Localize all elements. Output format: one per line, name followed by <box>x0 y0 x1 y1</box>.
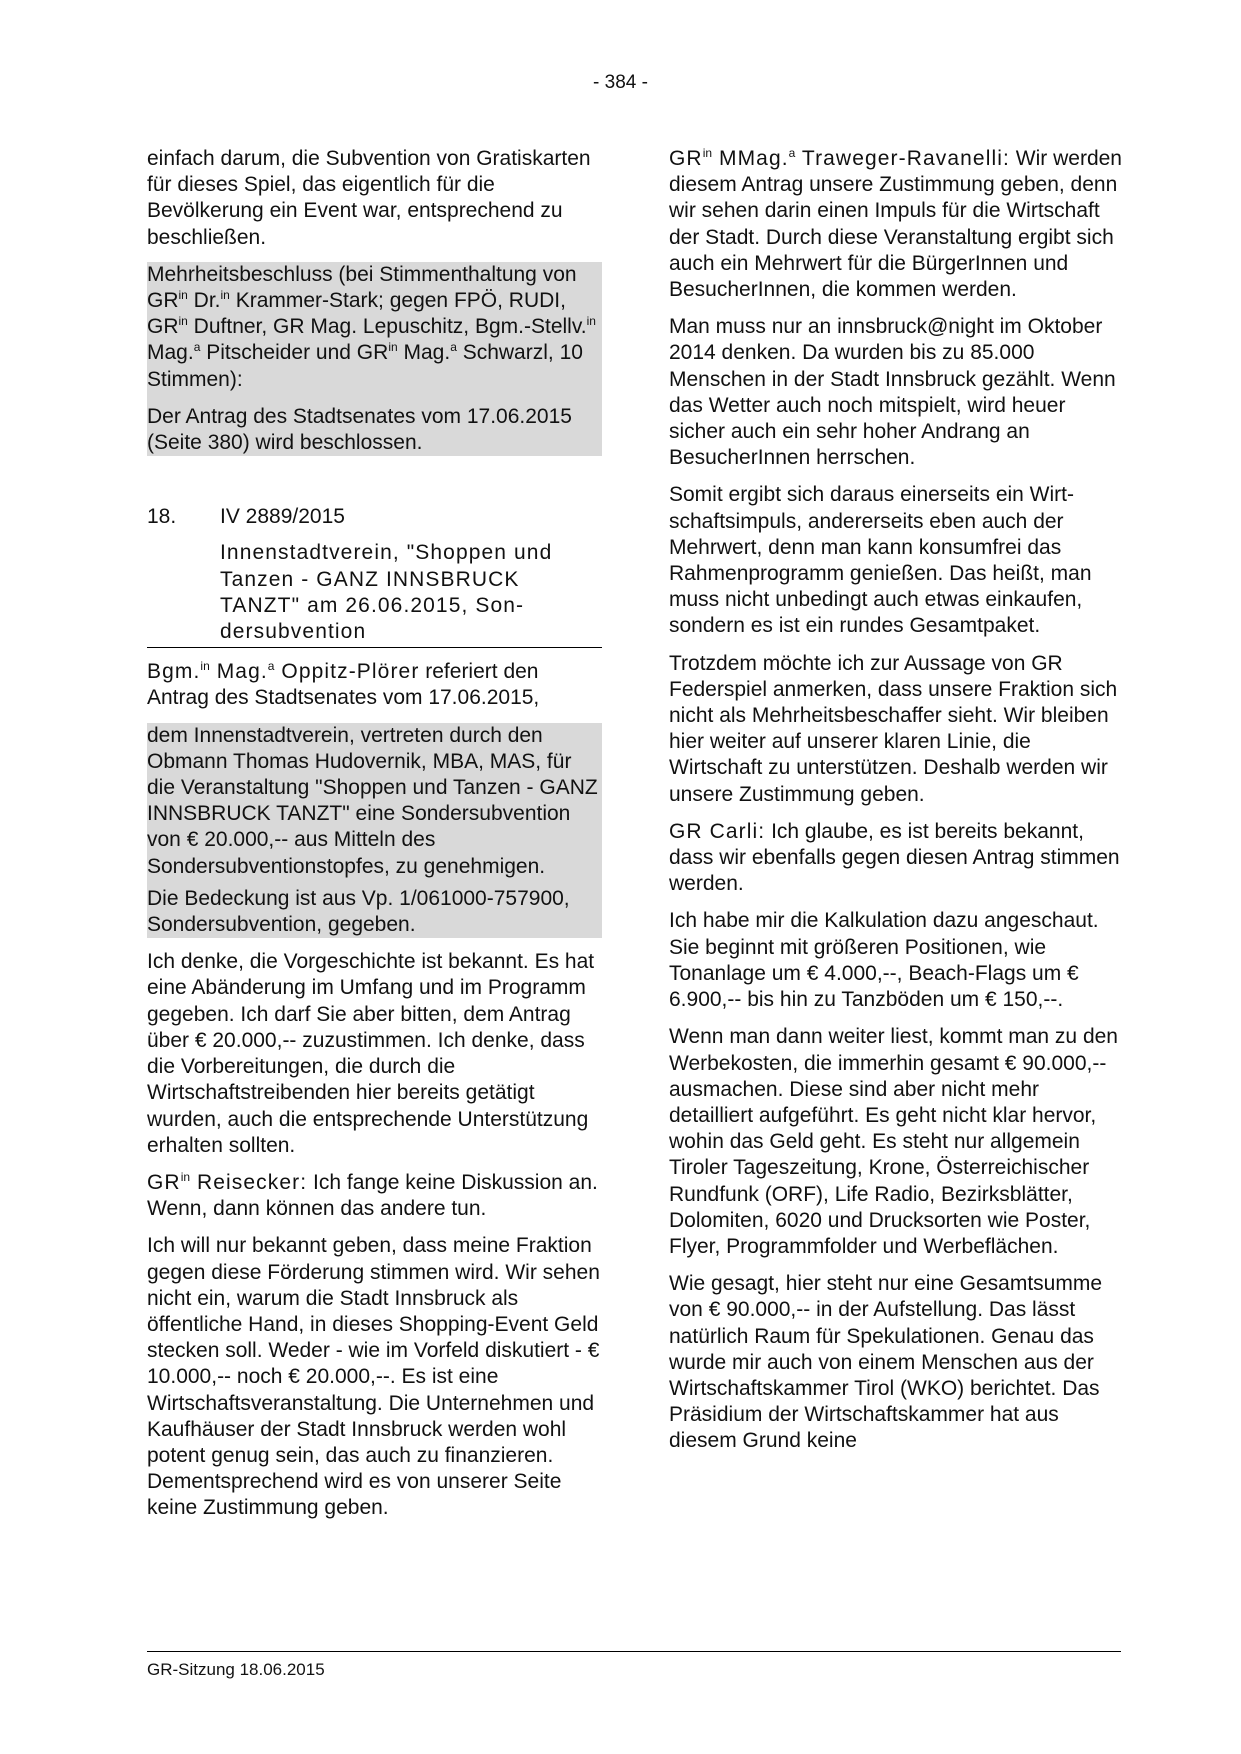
right-column <box>669 146 1124 1466</box>
motion-text: dem Innenstadtverein, vertreten durch den Obmann Thomas Hudovernik, MBA, MAS, für die Veranstaltung "Shoppen und Tanzen - GANZ INNSBRUCK TANZT" eine Sondersubvention von € 20.000,-- aus Mitteln des Sondersubventionstopfes, zu genehmigen. <box>147 723 598 878</box>
page-footer <box>147 1651 1121 1680</box>
coverage-text: Die Bedeckung ist aus Vp. 1/061000-757900, Sondersubvention, gegeben. <box>147 886 570 937</box>
paragraph: Somit ergibt sich daraus einerseits ein Wirtschaftsimpuls, andererseits eben auch der Mehrwert, denn man kann konsumfrei das Rahmenprogramm genießen. Das heißt, man muss nicht unbedingt auch etwas einkaufen, sondern es ist ein rundes Gesamtpaket. <box>669 483 1092 638</box>
paragraph: Trotzdem möchte ich zur Aussage von GR Federspiel anmerken, dass unsere Fraktion sich nicht als Mehrheitsbeschaffer sieht. Wir bleiben hier weiter auf unserer klaren Linie, die Wirtschaft zu unterstützen. Deshalb werden wir unsere Zustimmung geben. <box>669 651 1118 806</box>
decision-text: Mehrheitsbeschluss (bei Stimmenthaltung von $GR^{in}$ Dr.$^{in}$ Krammer-Stark; gegen FPÖ, RUDI, $GR^{in}$ Duftner, GR Mag. Lepuschitz, Bgm.-Stellv.$^{in}$ Mag.$^a$ Pitscheider und $GR^{in}$ Mag.$^a$ Schwarzl, 10 Stimmen): <box>147 262 596 391</box>
agenda-item-number: 18. <box>147 505 177 529</box>
paragraph: Ich denke, die Vorgeschichte ist bekannt. Es hat eine Abänderung im Umfang und im Programm gegeben. Ich darf Sie aber bitten, dem Antrag über € 20.000,-- zuzustimmen. Ich denke, dass die Vorbereitungen, die durch die Wirtschaftstreibenden hier bereits getätigt wurden, auch die entsprechende Unterstützung erhalten sollten. <box>147 950 595 1157</box>
speaker-intro: Bgm.$^{in}$ Mag.$^a$ Oppitz-Plörer referiert den Antrag des Stadtsenates vom 17.06.2015, <box>147 659 540 710</box>
agenda-item-title: Innenstadtverein, "Shoppen und Tanzen - GANZ INNSBRUCK TANZT" am 26.06.2015, Sondersubvention <box>220 541 553 644</box>
speaker-name: $GR^{in}$ Reisecker: <box>147 1169 308 1194</box>
speaker-name: GR Carli: <box>669 819 766 843</box>
decision-result: Der Antrag des Stadtsenates vom 17.06.2015 (Seite 380) wird beschlossen. <box>147 404 572 455</box>
page-number: - 384 - <box>593 72 648 93</box>
decision-box <box>147 262 602 456</box>
speaker-name: $GR^{in}$ MMag.$^a$ Traweger-Ravanelli: <box>669 146 1010 170</box>
speaker-name: Bgm.$^{in}$ Mag.$^a$ Oppitz-Plörer <box>147 659 420 684</box>
motion-box <box>147 723 602 939</box>
paragraph: Ich will nur bekannt geben, dass meine Fraktion gegen diese Förderung stimmen wird. Wir sehen nicht ein, warum die Stadt Innsbruck als öffentliche Hand, in dieses Shopping-Event Geld stecken soll. Weder - wie im Vorfeld diskutiert - € 10.000,-- noch € 20.000,--. Es ist eine Wirtschaftsveranstaltung. Die Unternehmen und Kaufhäuser der Stadt Innsbruck werden wohl potent genug sein, das auch zu finanzieren. Dementsprechend wird es von unserer Seite keine Zustimmung geben. <box>147 1234 600 1520</box>
footer-text: GR-Sitzung 18.06.2015 <box>147 1660 325 1679</box>
left-column <box>147 146 602 1533</box>
speaker-statement: GR Carli: Ich glaube, es ist bereits bekannt, dass wir ebenfalls gegen diesen Antrag stimmen werden. <box>669 819 1120 896</box>
agenda-item-title-block <box>147 540 602 648</box>
paragraph: einfach darum, die Subvention von Gratiskarten für dieses Spiel, das eigentlich für die Bevölkerung ein Event war, entsprechend zu beschließen. <box>147 147 591 249</box>
agenda-item-reference: IV 2889/2015 <box>220 505 345 529</box>
paragraph: Man muss nur an innsbruck@night im Oktober 2014 denken. Da wurden bis zu 85.000 Menschen in der Stadt Innsbruck gezählt. Wenn das Wetter auch noch mitspielt, wird heuer sicher auch ein sehr hoher Andrang an BesucherInnen herrschen. <box>669 315 1116 470</box>
paragraph: Ich habe mir die Kalkulation dazu angeschaut. Sie beginnt mit größeren Positionen, wie Tonanlage um € 4.000,--, Beach-Flags um € 6.900,-- bis hin zu Tanzböden um € 150,--. <box>669 909 1099 1012</box>
paragraph: Wie gesagt, hier steht nur eine Gesamtsumme von € 90.000,-- in der Aufstellung. Das lässt natürlich Raum für Spekulationen. Genau das wurde mir auch von einem Menschen aus der Wirtschaftskammer Tirol (WKO) berichtet. Das Präsidium der Wirtschaftskammer hat aus diesem Grund keine <box>669 1272 1103 1453</box>
agenda-item-header <box>147 504 602 530</box>
speaker-statement: $GR^{in}$ MMag.$^a$ Traweger-Ravanelli: Wir werden diesem Antrag unsere Zustimmung geben, denn wir sehen darin einen Impuls für die Wirtschaft der Stadt. Durch diese Veranstaltung ergibt sich auch ein Mehrwert für die BürgerInnen und BesucherInnen, die kommen werden. <box>669 146 1122 302</box>
paragraph: Wenn man dann weiter liest, kommt man zu den Werbekosten, die immerhin gesamt € 90.000,-- ausmachen. Diese sind aber nicht mehr detailliert aufgeführt. Es geht nicht klar hervor, wohin das Geld geht. Es steht nur allgemein Tiroler Tageszeitung, Krone, Österreichischer Rundfunk (ORF), Life Radio, Bezirksblätter, Dolomiten, 6020 und Drucksorten wie Poster, Flyer, Programmfolder und Werbeflächen. <box>669 1025 1118 1258</box>
speaker-statement: $GR^{in}$ Reisecker: Ich fange keine Diskussion an. Wenn, dann können das andere tun. <box>147 1169 598 1221</box>
